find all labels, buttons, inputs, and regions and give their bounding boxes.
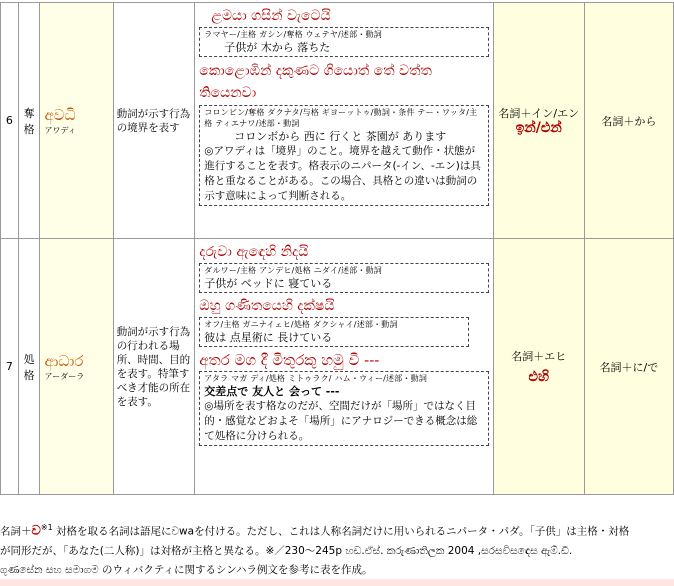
example-gloss: コロンビン/奪格 ダクナタ/与格 ギヨーットゥ/動詞・条件 テー・ワッタ/主格 ティエナワ/述部・動詞 [204,108,478,128]
suffix-cell [493,3,584,239]
case-name-kana: アーダーラ [44,371,85,381]
footnote-text: 対格を取る名詞は語尾にවwaを付ける。ただし、これは人称名詞だけに用いられるニパータ・パダ。「子供」は主格・対格 [56,525,630,538]
footnote-lead-sinhala: ව [31,523,41,539]
case-name-sinhala-cell [40,239,113,495]
case-name-kana: アワディ [44,125,76,135]
example-sentence: අතර මග දී මිතුරකු හමු වී --- [199,351,380,369]
japanese-equivalent: 名詞＋に/で [584,239,673,495]
example-box [199,27,488,57]
case-name-sinhala-cell [40,3,113,239]
case-name-sinhala: අවධි [44,105,76,124]
example-sentence: දරුවා ඇඳෙහි නිදයි [199,244,309,260]
example-box [199,371,488,446]
example-translation: 彼は 点星術に 長けている [204,331,333,344]
examples-cell [195,239,493,495]
case-description: 動詞が示す行為の境界を表す [113,3,195,239]
suffix-jp: 名詞＋エヒ [511,349,567,363]
footnote-line-2: が同形だが、「あなた(二人称)」は対格が主格と異なる。※／230〜245p හඩ.ඒස්. කරුණාතිලක 2004 ,සරසවිසඳෙස ඇම්.ඩී. [0,544,573,557]
suffix-sinhala: ඉන්/එන් [515,119,562,136]
examples-cell [195,3,493,239]
example-box [199,105,488,206]
example-translation: 子供が ベッドに 寝ている [204,277,333,290]
example-sentence: ඔහු ගණිතයෙහි දක්ෂයි [199,298,335,314]
suffix-jp: 名詞＋イン/エン [498,106,580,120]
case-name-jp: 奪格 [18,3,40,239]
example-box [199,317,468,347]
example-gloss: ラマヤー/主格 ガシン/奪格 ウェテヤ/述部・動詞 [204,30,382,39]
footnote-mark: ※1 [40,523,53,532]
suffix-cell [493,239,584,495]
example-sentence: ළමයා ගසින් වැටෙයි [211,8,331,24]
example-gloss: オフ/主格 ガニナイェヒ/処格 ダクシャイ/述部・動詞 [204,320,398,329]
case-name-sinhala: ආධාර [44,351,84,370]
footnote [0,518,674,580]
example-translation: 交差点で 友人と 会って --- [204,385,340,398]
table-row [1,239,674,495]
example-note: ◎場所を表す格なのだが、空間だけが「場所」ではなく目的・感覚などおよそ「場所」にアナロジーできる概念は総て処格に分けられる。 [204,400,478,442]
case-description: 動詞が示す行為の行われる場所、時間、目的を表す。特筆すべき才能の所在を表す。 [113,239,195,495]
table-row [1,3,674,239]
example-gloss: アタラ マガ ディ/処格 ミトゥラク/ ハム・ウィー/述部・動詞 [204,374,428,383]
example-sentence: කොළොඹින් දකුණට ගියොත් තේ වත්ත තියෙනවා [199,63,432,101]
footnote-lead: 名詞＋ [0,525,32,538]
example-box [199,263,488,293]
example-translation: 子供が 木から 落ちた [224,41,331,54]
suffix-sinhala: එහි [528,368,549,385]
case-name-jp: 処格 [18,239,40,495]
footnote-line-1 [0,518,674,542]
row-number: 7 [1,239,19,495]
japanese-equivalent: 名詞＋から [584,3,673,239]
example-gloss: ダルワー/主格 アンデヒ/処格 ニダイ/述部・動詞 [204,266,382,275]
highlight-strip [0,579,674,586]
example-note: ◎アワディは「境界」のこと。境界を越えて動作・状態が進行することを表す。格表示のニパータ(-イン、-エン)は具格と重なることがある。この場合、具格との違いは動詞の示す意味によって判断される。 [204,145,481,202]
example-translation: コロンボから 西に 行くと 茶園が あります [234,130,447,143]
footnote-line-3: ගුණසේන සහ සමාගම のウィバクティに関するシンハラ例文を参考に表を作成。 [0,563,373,576]
case-table [0,2,674,495]
row-number: 6 [1,3,19,239]
